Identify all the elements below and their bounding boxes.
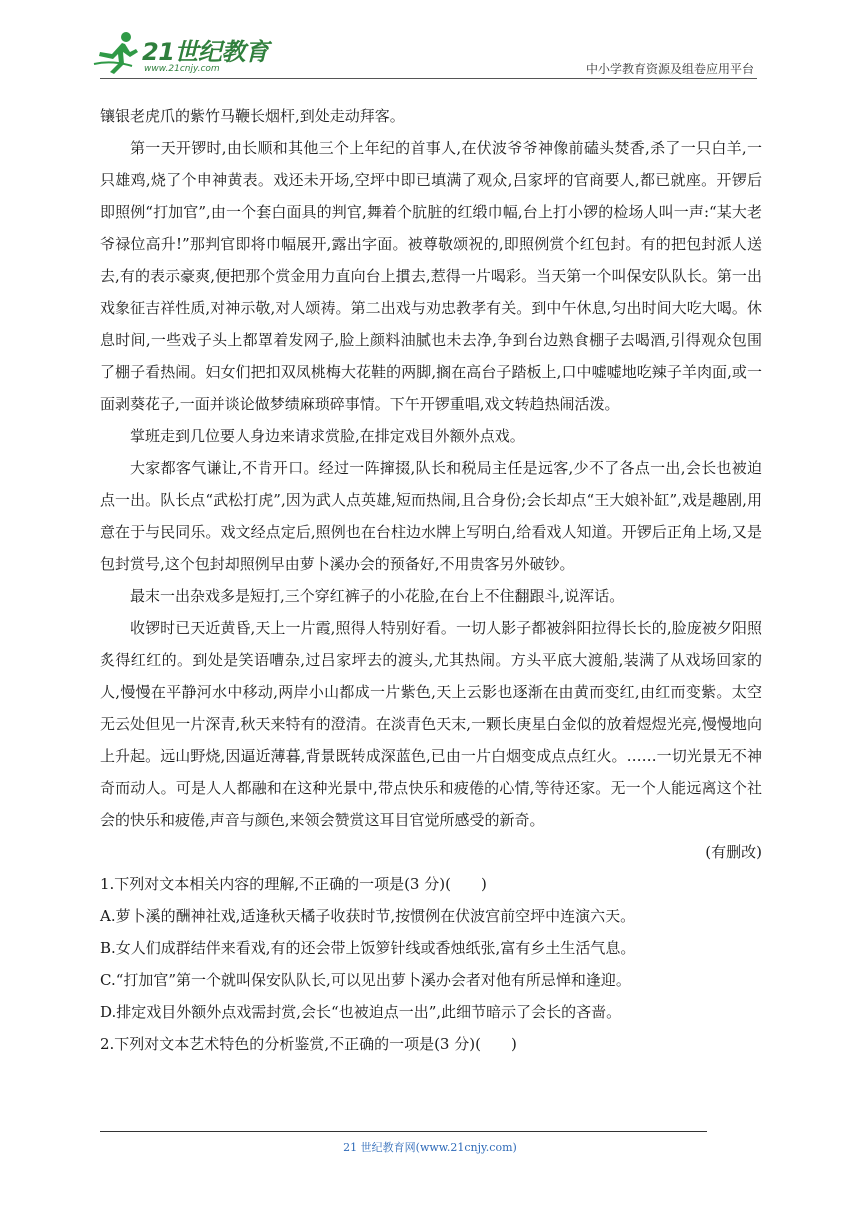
paragraph-4: 最末一出杂戏多是短打,三个穿红裤子的小花脸,在台上不住翻跟斗,说浑话。	[130, 587, 625, 605]
paragraph-3: 大家都客气谦让,不肯开口。经过一阵撺掇,队长和税局主任是远客,少不了各点一出,会长也被迫点一出。队长点“武松打虎”,因为武人点英雄,短而热闹,且合身份;会长却点“王大娘补缸”,戏是趣剧,用意在于与民同乐。戏文经点定后,照例也在台柱边水牌上写明白,给看戏人知道。开锣后正角上场,又是包封赏号,这个包封却照例早由萝卜溪办会的预备好,不用贵客另外破钞。	[100, 459, 762, 573]
platform-name: 中小学教育资源及组卷应用平台	[585, 62, 754, 76]
question-1-option-d: D.排定戏目外额外点戏需封赏,会长“也被迫点一出”,此细节暗示了会长的吝啬。	[100, 1003, 622, 1021]
page-footer: 21 世纪教育网(www.21cnjy.com)	[343, 1141, 517, 1154]
paragraph-1: 第一天开锣时,由长顺和其他三个上年纪的首事人,在伏波爷爷神像前磕头焚香,杀了一只白羊,一只雄鸡,烧了个申神黄表。戏还未开场,空坪中即已填满了观众,吕家坪的官商要人,都已就座。开锣后即照例“打加官”,由一个套白面具的判官,舞着个肮脏的红缎巾幅,台上打小锣的检场人叫一声:“某大老爷禄位高升!”那判官即将巾幅展开,露出字面。被尊敬颂祝的,即照例赏个红包封。有的把包封派人送去,有的表示豪爽,便把那个赏金用力直向台上摜去,惹得一片喝彩。当天第一个叫保安队队长。第一出戏象征吉祥性质,对神示敬,对人颂祷。第二出戏与劝忠教孝有关。到中午休息,匀出时间大吃大喝。休息时间,一些戏子头上都罩着发网子,脸上颜料油腻也未去净,争到台边熟食棚子去喝酒,引得观众包围了棚子看热闹。妇女们把扣双凤桃梅大花鞋的两脚,搁在高台子踏板上,口中嘘嘘地吃辣子羊肉面,或一面剥葵花子,一面并谈论做梦绩麻琐碎事情。下午开锣重唱,戏文转趋热闹活泼。	[100, 139, 762, 413]
logo-url: www.21cnjy.com	[144, 64, 220, 74]
question-2: 2.下列对文本艺术特色的分析鉴赏,不正确的一项是(3 分)( )	[100, 1035, 517, 1053]
paragraph-2: 掌班走到几位要人身边来请求赏脸,在排定戏目外额外点戏。	[130, 427, 525, 445]
source-note: (有删改)	[705, 843, 762, 861]
runner-logo-icon	[92, 30, 142, 74]
article-body	[100, 100, 762, 1060]
question-1-option-b: B.女人们成群结伴来看戏,有的还会带上饭箩针线或香烛纸张,富有乡土生活气息。	[100, 939, 636, 957]
logo-text: 21世纪教育	[142, 38, 269, 66]
question-1-option-a: A.萝卜溪的酬神社戏,适逢秋天橘子收获时节,按惯例在伏波宫前空坪中连演六天。	[100, 907, 636, 925]
paragraph-0: 镶银老虎爪的紫竹马鞭长烟杆,到处走动拜客。	[100, 107, 405, 125]
page-header	[0, 0, 860, 80]
header-divider	[100, 78, 757, 79]
footer-divider	[100, 1131, 707, 1132]
question-1: 1.下列对文本相关内容的理解,不正确的一项是(3 分)( )	[100, 875, 487, 893]
paragraph-5: 收锣时已天近黄昏,天上一片霞,照得人特别好看。一切人影子都被斜阳拉得长长的,脸庞被夕阳照炙得红红的。到处是笑语嘈杂,过吕家坪去的渡头,尤其热闹。方头平底大渡船,装满了从戏场回家的人,慢慢在平静河水中移动,两岸小山都成一片紫色,天上云影也逐渐在由黄而变红,由红而变紫。太空无云处但见一片深青,秋天来特有的澄清。在淡青色天末,一颗长庚星白金似的放着煜煜光亮,慢慢地向上升起。远山野烧,因逼近薄暮,背景既转成深蓝色,已由一片白烟变成点点红火。……一切光景无不神奇而动人。可是人人都融和在这种光景中,带点快乐和疲倦的心情,等待还家。无一个人能远离这个社会的快乐和疲倦,声音与颜色,来领会赞赏这耳目官觉所感受的新奇。	[100, 619, 762, 829]
site-logo	[92, 30, 269, 78]
question-1-option-c: C.“打加官”第一个就叫保安队队长,可以见出萝卜溪办会者对他有所忌惮和逢迎。	[100, 971, 631, 989]
